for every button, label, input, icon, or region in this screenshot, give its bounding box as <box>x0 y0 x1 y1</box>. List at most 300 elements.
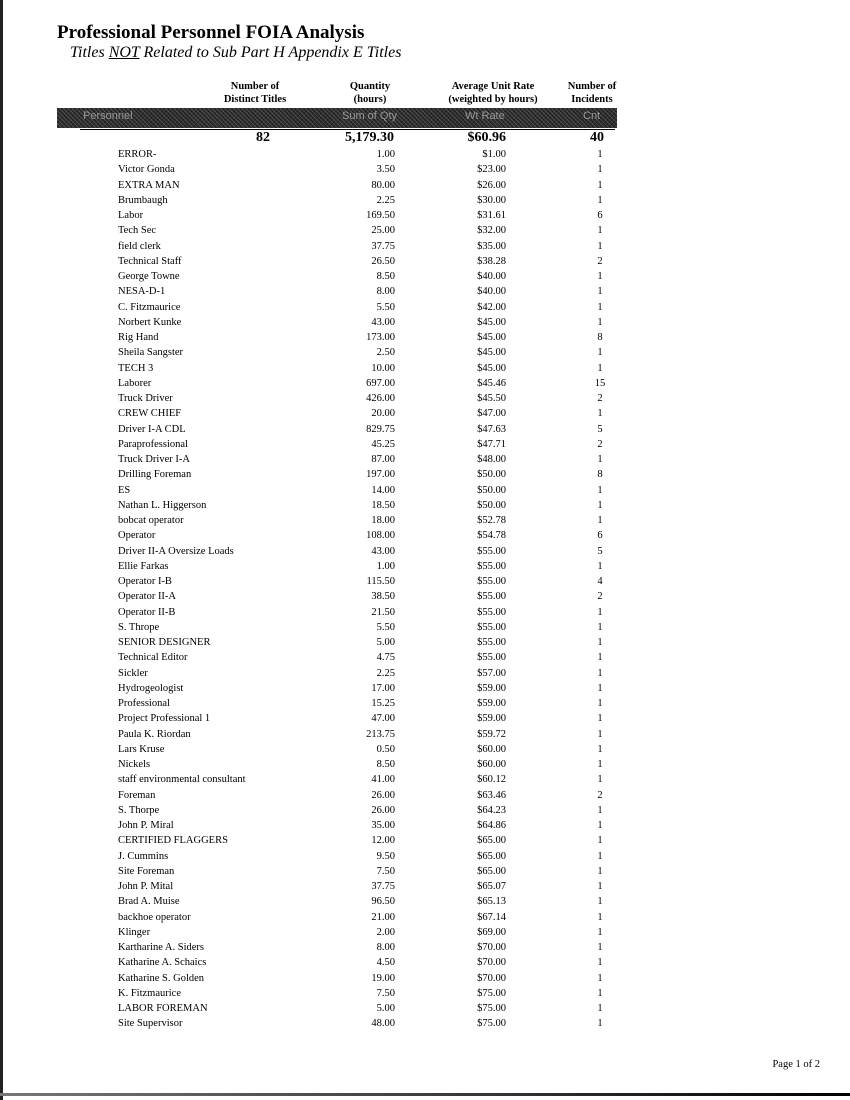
table-row <box>0 666 850 681</box>
total-distinct-titles: 82 <box>256 130 270 145</box>
quantity-cell: 80.00 <box>371 179 395 191</box>
table-row <box>0 894 850 909</box>
table-row <box>0 345 850 360</box>
table-row <box>0 391 850 406</box>
rate-cell: $75.00 <box>477 1003 506 1014</box>
title-cell: Operator II-A <box>118 591 177 603</box>
table-row <box>0 772 850 787</box>
title-cell: Truck Driver I-A <box>118 454 190 465</box>
incidents-cell: 1 <box>597 957 603 969</box>
quantity-cell: 108.00 <box>366 530 395 542</box>
column-header-line: Incidents <box>571 94 613 105</box>
quantity-cell: 20.00 <box>371 408 395 420</box>
table-row <box>0 864 850 879</box>
rate-cell: $55.00 <box>477 576 506 587</box>
rate-cell: $30.00 <box>477 194 506 206</box>
rate-cell: $64.23 <box>477 804 506 816</box>
incidents-cell: 1 <box>597 1003 603 1014</box>
quantity-cell: 21.50 <box>371 606 395 618</box>
rate-cell: $70.00 <box>477 942 506 953</box>
title-cell: Site Supervisor <box>118 1018 183 1030</box>
table-row <box>0 971 850 986</box>
quantity-cell: 5.00 <box>376 1003 395 1014</box>
total-avg-rate: $60.96 <box>467 130 506 145</box>
title-cell: Operator I-B <box>118 576 172 587</box>
title-cell: Sheila Sangster <box>118 347 184 359</box>
quantity-cell: 26.50 <box>371 255 395 267</box>
quantity-cell: 2.50 <box>376 347 395 359</box>
rate-cell: $31.61 <box>477 210 506 221</box>
rate-cell: $52.78 <box>477 515 506 526</box>
title-cell: Labor <box>118 210 144 221</box>
incidents-cell: 1 <box>597 713 603 725</box>
incidents-cell: 1 <box>597 499 603 511</box>
table-row <box>0 330 850 345</box>
table-row <box>0 239 850 254</box>
incidents-cell: 1 <box>597 1018 603 1030</box>
column-header-line: (hours) <box>353 94 387 105</box>
title-cell: George Towne <box>118 271 180 282</box>
quantity-cell: 8.50 <box>376 759 395 770</box>
incidents-cell: 1 <box>597 515 603 526</box>
title-cell: Truck Driver <box>118 393 173 404</box>
rate-cell: $65.00 <box>477 865 506 877</box>
incidents-cell: 1 <box>597 987 603 999</box>
quantity-cell: 173.00 <box>366 332 395 343</box>
page-title: Professional Personnel FOIA Analysis <box>57 22 365 43</box>
quantity-cell: 12.00 <box>371 835 395 847</box>
title-cell: SENIOR DESIGNER <box>118 637 211 648</box>
table-row <box>0 559 850 574</box>
table-row <box>0 300 850 315</box>
incidents-cell: 1 <box>597 911 603 923</box>
quantity-cell: 18.00 <box>371 515 395 526</box>
rate-cell: $65.00 <box>477 835 506 847</box>
incidents-cell: 5 <box>597 423 603 435</box>
quantity-cell: 38.50 <box>371 591 395 603</box>
table-row <box>0 574 850 589</box>
table-row <box>0 589 850 604</box>
incidents-cell: 1 <box>597 301 603 313</box>
incidents-cell: 15 <box>594 377 606 389</box>
rate-cell: $47.00 <box>477 408 506 420</box>
rate-cell: $1.00 <box>482 149 506 160</box>
incidents-cell: 1 <box>597 286 603 298</box>
quantity-cell: 25.00 <box>371 225 395 237</box>
quantity-cell: 829.75 <box>366 423 395 435</box>
personnel-table <box>0 147 850 1032</box>
incidents-cell: 1 <box>597 362 603 374</box>
rate-cell: $42.00 <box>477 301 506 313</box>
quantity-cell: 7.50 <box>376 865 395 877</box>
column-header-avg-rate <box>433 80 553 106</box>
table-row <box>0 315 850 330</box>
incidents-cell: 1 <box>597 194 603 206</box>
incidents-cell: 8 <box>597 332 603 343</box>
quantity-cell: 96.50 <box>371 896 395 908</box>
table-row <box>0 742 850 757</box>
title-cell: staff environmental consultant <box>118 774 246 786</box>
title-cell: Site Foreman <box>118 865 175 877</box>
title-cell: Drilling Foreman <box>118 469 192 481</box>
rate-cell: $55.00 <box>477 621 506 633</box>
title-cell: K. Fitzmaurice <box>118 987 181 999</box>
incidents-cell: 1 <box>597 454 603 465</box>
title-cell: Victor Gonda <box>118 164 175 176</box>
quantity-cell: 213.75 <box>366 728 395 740</box>
rate-cell: $50.00 <box>477 484 506 496</box>
table-row <box>0 1016 850 1031</box>
table-row <box>0 711 850 726</box>
incidents-cell: 1 <box>597 942 603 953</box>
incidents-cell: 1 <box>597 667 603 679</box>
title-cell: Professional <box>118 698 170 709</box>
quantity-cell: 26.00 <box>371 789 395 801</box>
page-subtitle <box>70 44 401 62</box>
title-cell: LABOR FOREMAN <box>118 1003 208 1014</box>
title-cell: S. Thrope <box>118 621 160 633</box>
title-cell: John P. Mital <box>118 881 174 892</box>
title-cell: field clerk <box>118 240 161 252</box>
table-row <box>0 803 850 818</box>
table-row <box>0 544 850 559</box>
rate-cell: $55.00 <box>477 637 506 648</box>
rate-cell: $23.00 <box>477 164 506 176</box>
title-cell: EXTRA MAN <box>118 179 180 191</box>
rate-cell: $55.00 <box>477 652 506 664</box>
table-row <box>0 818 850 833</box>
incidents-cell: 1 <box>597 743 603 755</box>
incidents-cell: 1 <box>597 881 603 892</box>
incidents-cell: 6 <box>597 210 603 221</box>
table-row <box>0 284 850 299</box>
incidents-cell: 1 <box>597 621 603 633</box>
table-row <box>0 406 850 421</box>
quantity-cell: 5.50 <box>376 621 395 633</box>
title-cell: backhoe operator <box>118 911 191 923</box>
title-cell: Nickels <box>118 759 151 770</box>
rate-cell: $65.00 <box>477 850 506 862</box>
title-cell: Paula K. Riordan <box>118 728 191 740</box>
table-row <box>0 528 850 543</box>
incidents-cell: 1 <box>597 149 603 160</box>
rate-cell: $35.00 <box>477 240 506 252</box>
rate-cell: $64.86 <box>477 820 506 831</box>
table-row <box>0 910 850 925</box>
band-label-count: Cnt <box>583 110 601 122</box>
quantity-cell: 21.00 <box>371 911 395 923</box>
table-row <box>0 269 850 284</box>
title-cell: Technical Editor <box>118 652 188 664</box>
quantity-cell: 426.00 <box>366 393 395 404</box>
incidents-cell: 1 <box>597 835 603 847</box>
quantity-cell: 4.75 <box>376 652 395 664</box>
rate-cell: $45.00 <box>477 332 506 343</box>
table-row <box>0 223 850 238</box>
rate-cell: $69.00 <box>477 926 506 938</box>
column-header-line: Number of <box>567 81 617 92</box>
title-cell: Kartharine A. Siders <box>118 942 205 953</box>
incidents-cell: 6 <box>597 530 603 542</box>
table-row <box>0 650 850 665</box>
quantity-cell: 8.50 <box>376 271 395 282</box>
incidents-cell: 1 <box>597 637 603 648</box>
rate-cell: $26.00 <box>477 179 506 191</box>
quantity-cell: 169.50 <box>366 210 395 221</box>
quantity-cell: 3.50 <box>376 164 395 176</box>
incidents-cell: 1 <box>597 774 603 786</box>
title-cell: Foreman <box>118 789 156 801</box>
column-header-line: Distinct Titles <box>223 94 287 105</box>
rate-cell: $45.00 <box>477 347 506 359</box>
table-row <box>0 788 850 803</box>
table-row <box>0 986 850 1001</box>
rate-cell: $70.00 <box>477 972 506 984</box>
table-row <box>0 452 850 467</box>
quantity-cell: 43.00 <box>371 545 395 557</box>
column-header-line: Number of <box>230 81 280 92</box>
title-cell: TECH 3 <box>118 362 154 374</box>
table-row <box>0 757 850 772</box>
quantity-cell: 197.00 <box>366 469 395 481</box>
incidents-cell: 1 <box>597 972 603 984</box>
table-row <box>0 178 850 193</box>
column-header-incidents <box>556 80 628 106</box>
rate-cell: $75.00 <box>477 1018 506 1030</box>
table-row <box>0 605 850 620</box>
title-cell: Klinger <box>118 926 151 938</box>
rate-cell: $75.00 <box>477 987 506 999</box>
subtitle-suffix: Related to Sub Part H Appendix E Titles <box>139 44 402 61</box>
title-cell: Lars Kruse <box>118 743 165 755</box>
table-row <box>0 437 850 452</box>
incidents-cell: 1 <box>597 682 603 694</box>
incidents-cell: 8 <box>597 469 603 481</box>
title-cell: CREW CHIEF <box>118 408 182 420</box>
incidents-cell: 4 <box>597 576 603 587</box>
incidents-cell: 1 <box>597 759 603 770</box>
quantity-cell: 5.00 <box>376 637 395 648</box>
rate-cell: $70.00 <box>477 957 506 969</box>
title-cell: Nathan L. Higgerson <box>118 499 207 511</box>
quantity-cell: 41.00 <box>371 774 395 786</box>
rate-cell: $57.00 <box>477 667 506 679</box>
quantity-cell: 48.00 <box>371 1018 395 1030</box>
incidents-cell: 1 <box>597 850 603 862</box>
table-row <box>0 147 850 162</box>
incidents-cell: 1 <box>597 698 603 709</box>
incidents-cell: 1 <box>597 865 603 877</box>
rate-cell: $48.00 <box>477 454 506 465</box>
title-cell: Katharine S. Golden <box>118 972 205 984</box>
title-cell: Driver I-A CDL <box>118 423 186 435</box>
incidents-cell: 2 <box>597 255 603 267</box>
quantity-cell: 35.00 <box>371 820 395 831</box>
rate-cell: $65.13 <box>477 896 506 908</box>
title-cell: S. Thorpe <box>118 804 160 816</box>
table-row <box>0 879 850 894</box>
quantity-cell: 87.00 <box>371 454 395 465</box>
title-cell: Operator II-B <box>118 606 176 618</box>
title-cell: John P. Miral <box>118 820 174 831</box>
rate-cell: $32.00 <box>477 225 506 237</box>
incidents-cell: 1 <box>597 164 603 176</box>
rate-cell: $38.28 <box>477 255 506 267</box>
quantity-cell: 37.75 <box>371 240 395 252</box>
table-row <box>0 254 850 269</box>
quantity-cell: 8.00 <box>376 942 395 953</box>
table-row <box>0 620 850 635</box>
rate-cell: $55.00 <box>477 606 506 618</box>
quantity-cell: 10.00 <box>371 362 395 374</box>
rate-cell: $40.00 <box>477 286 506 298</box>
table-row <box>0 376 850 391</box>
column-header-line: Quantity <box>349 81 391 92</box>
table-row <box>0 1001 850 1016</box>
incidents-cell: 1 <box>597 408 603 420</box>
quantity-cell: 18.50 <box>371 499 395 511</box>
table-row <box>0 498 850 513</box>
rate-cell: $45.46 <box>477 377 506 389</box>
rate-cell: $60.00 <box>477 743 506 755</box>
title-cell: Brad A. Muise <box>118 896 180 908</box>
incidents-cell: 2 <box>597 438 603 450</box>
title-cell: Tech Sec <box>118 225 157 237</box>
table-row <box>0 193 850 208</box>
scan-bottom-edge <box>0 1093 850 1096</box>
table-row <box>0 727 850 742</box>
incidents-cell: 1 <box>597 271 603 282</box>
rate-cell: $65.07 <box>477 881 506 892</box>
title-cell: Rig Hand <box>118 332 159 343</box>
quantity-cell: 9.50 <box>376 850 395 862</box>
rate-cell: $45.00 <box>477 362 506 374</box>
rate-cell: $59.00 <box>477 698 506 709</box>
incidents-cell: 1 <box>597 820 603 831</box>
quantity-cell: 1.00 <box>376 149 395 160</box>
incidents-cell: 1 <box>597 896 603 908</box>
quantity-cell: 2.00 <box>376 926 395 938</box>
band-label-quantity: Sum of Qty <box>342 110 398 122</box>
quantity-cell: 8.00 <box>376 286 395 298</box>
table-row <box>0 955 850 970</box>
table-row <box>0 208 850 223</box>
rate-cell: $40.00 <box>477 271 506 282</box>
header-band <box>57 108 617 128</box>
incidents-cell: 1 <box>597 926 603 938</box>
rate-cell: $59.00 <box>477 713 506 725</box>
incidents-cell: 1 <box>597 484 603 496</box>
title-cell: Brumbaugh <box>118 194 168 206</box>
title-cell: ES <box>118 484 131 496</box>
table-row <box>0 162 850 177</box>
quantity-cell: 19.00 <box>371 972 395 984</box>
rate-cell: $63.46 <box>477 789 506 801</box>
title-cell: ERROR- <box>118 149 157 160</box>
incidents-cell: 5 <box>597 545 603 557</box>
column-header-distinct-titles <box>212 80 298 106</box>
incidents-cell: 2 <box>597 789 603 801</box>
title-cell: C. Fitzmaurice <box>118 301 181 313</box>
table-row <box>0 361 850 376</box>
quantity-cell: 14.00 <box>371 484 395 496</box>
rate-cell: $59.00 <box>477 682 506 694</box>
incidents-cell: 1 <box>597 347 603 359</box>
incidents-cell: 1 <box>597 652 603 664</box>
table-row <box>0 513 850 528</box>
quantity-cell: 7.50 <box>376 987 395 999</box>
quantity-cell: 47.00 <box>371 713 395 725</box>
rate-cell: $67.14 <box>477 911 506 923</box>
incidents-cell: 1 <box>597 225 603 237</box>
rate-cell: $45.00 <box>477 316 506 328</box>
title-cell: Sickler <box>118 667 148 679</box>
quantity-cell: 5.50 <box>376 301 395 313</box>
incidents-cell: 2 <box>597 393 603 404</box>
title-cell: Norbert Kunke <box>118 316 182 328</box>
table-row <box>0 422 850 437</box>
title-cell: J. Cummins <box>118 850 169 862</box>
quantity-cell: 697.00 <box>366 377 395 389</box>
quantity-cell: 43.00 <box>371 316 395 328</box>
column-header-line: Average Unit Rate <box>451 81 535 92</box>
rate-cell: $60.12 <box>477 774 506 786</box>
title-cell: bobcat operator <box>118 515 184 526</box>
quantity-cell: 2.25 <box>376 667 395 679</box>
rate-cell: $47.71 <box>477 438 506 450</box>
rate-cell: $55.00 <box>477 545 506 557</box>
page-number: Page 1 of 2 <box>772 1059 820 1070</box>
subtitle-emphasis: NOT <box>108 44 140 61</box>
table-row <box>0 849 850 864</box>
rate-cell: $55.00 <box>477 560 506 572</box>
incidents-cell: 2 <box>597 591 603 603</box>
table-row <box>0 681 850 696</box>
incidents-cell: 1 <box>597 606 603 618</box>
rate-cell: $60.00 <box>477 759 506 770</box>
rate-cell: $59.72 <box>477 728 506 740</box>
quantity-cell: 26.00 <box>371 804 395 816</box>
quantity-cell: 4.50 <box>376 957 395 969</box>
band-label-personnel: Personnel <box>83 110 133 122</box>
table-row <box>0 483 850 498</box>
band-label-rate: Wt Rate <box>465 110 505 122</box>
title-cell: CERTIFIED FLAGGERS <box>118 835 228 847</box>
title-cell: Ellie Farkas <box>118 560 169 572</box>
title-cell: Hydrogeologist <box>118 682 184 694</box>
quantity-cell: 1.00 <box>376 560 395 572</box>
title-cell: Operator <box>118 530 156 542</box>
rate-cell: $47.63 <box>477 423 506 435</box>
rate-cell: $50.00 <box>477 469 506 481</box>
rate-cell: $54.78 <box>477 530 506 542</box>
table-row <box>0 833 850 848</box>
quantity-cell: 17.00 <box>371 682 395 694</box>
table-row <box>0 467 850 482</box>
rate-cell: $50.00 <box>477 499 506 511</box>
column-header-quantity <box>335 80 405 106</box>
title-cell: Technical Staff <box>118 255 182 267</box>
title-cell: Laborer <box>118 377 152 389</box>
incidents-cell: 1 <box>597 316 603 328</box>
total-quantity: 5,179.30 <box>345 130 394 145</box>
quantity-cell: 2.25 <box>376 194 395 206</box>
table-row <box>0 925 850 940</box>
quantity-cell: 45.25 <box>371 438 395 450</box>
incidents-cell: 1 <box>597 728 603 740</box>
table-row <box>0 940 850 955</box>
incidents-cell: 1 <box>597 804 603 816</box>
